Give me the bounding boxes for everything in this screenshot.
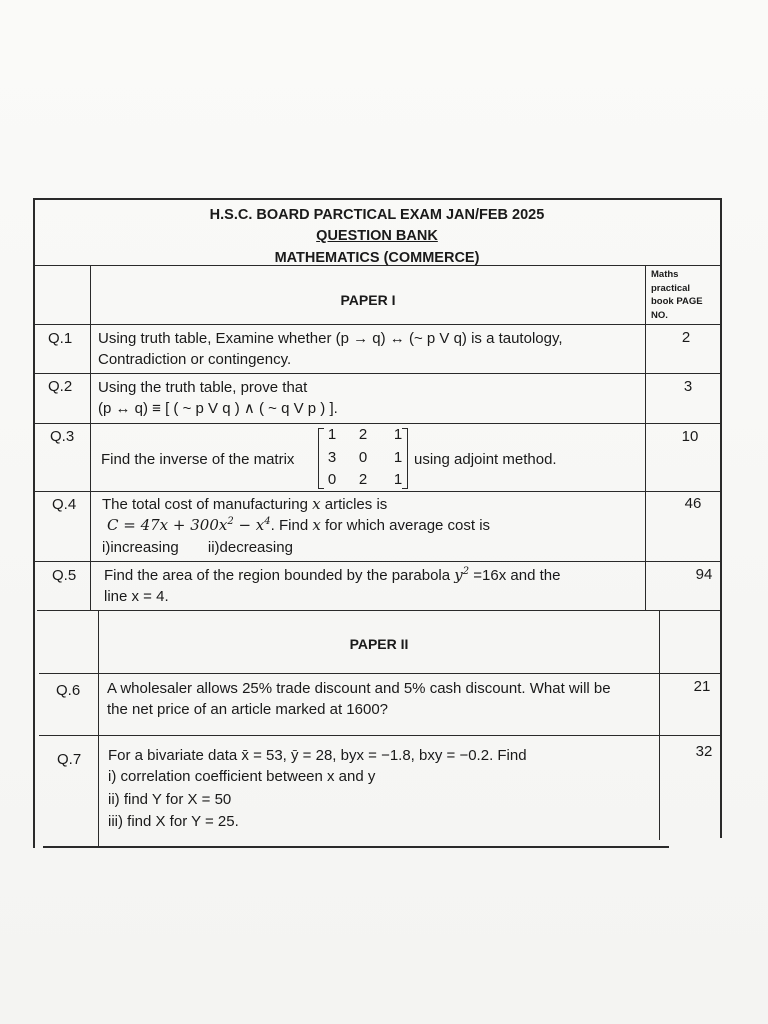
q5-variable (454, 566, 469, 584)
q4-page: 46 (684, 495, 702, 512)
q5-text-line1 (104, 565, 560, 586)
paper-2-heading: PAPER II (349, 636, 409, 652)
matrix-cell: 0 (327, 471, 337, 488)
q5-text-line2: line x = 4. (104, 588, 169, 605)
matrix-cell: 1 (393, 449, 403, 466)
row-line (39, 673, 721, 674)
row-line (33, 324, 721, 325)
q5-exponent: 2 (462, 566, 470, 577)
q4-equation (107, 516, 271, 534)
row-line (33, 373, 721, 374)
table-border-top (33, 198, 721, 200)
q6-page: 21 (693, 678, 711, 695)
q1-text-line1: Using truth table, Examine whether (p → q) ↔ (~ p V q) is a tautology, (98, 330, 563, 347)
row-line (35, 491, 721, 492)
q7-number: Q.7 (57, 751, 82, 768)
q2-page: 3 (683, 378, 693, 395)
q4-eq-exponent: 2 (227, 516, 234, 527)
column-line (90, 265, 91, 610)
q1-number: Q.1 (48, 330, 73, 347)
q3-number: Q.3 (50, 428, 75, 445)
q4-eq-exponent: 4 (264, 516, 271, 527)
matrix-cell: 3 (327, 449, 337, 466)
q3-text-before: Find the inverse of the matrix (101, 451, 295, 468)
page-header-line: NO. (651, 309, 668, 321)
q4-eq-part: − x (233, 516, 265, 534)
q5-line1-part: =16x and the (473, 567, 561, 584)
column-line (645, 265, 646, 610)
page-header-line: book PAGE (651, 296, 703, 307)
page-header-line: Maths (651, 269, 679, 280)
row-line (35, 561, 721, 562)
exam-title: H.S.C. BOARD PARCTICAL EXAM JAN/FEB 2025 (209, 207, 545, 223)
q5-var-y: y (454, 566, 463, 584)
q3-text-after: using adjoint method. (414, 451, 557, 468)
row-line (35, 423, 721, 424)
column-line (659, 610, 660, 840)
q5-page: 94 (695, 566, 713, 583)
q6-number: Q.6 (56, 682, 81, 699)
q4-number: Q.4 (52, 496, 77, 513)
q4-text-line3: i)increasing ii)decreasing (102, 539, 293, 556)
q4-line1-part: The total cost of manufacturing (102, 496, 308, 513)
matrix-cell: 2 (358, 471, 368, 488)
q4-eq-part: C = 47x + 300x (107, 516, 228, 534)
q4-variable: x (312, 495, 321, 513)
q4-line2-part: for which average cost is (324, 517, 491, 534)
table-border-left (33, 198, 35, 848)
matrix-cell: 1 (393, 471, 403, 488)
q3-page: 10 (681, 428, 699, 445)
table-border-right (720, 198, 722, 838)
q7-text-line2: i) correlation coefficient between x and y (108, 768, 376, 785)
q6-text-line2: the net price of an article marked at 1600? (107, 701, 389, 718)
q2-text-line2: (p ↔ q) ≡ [ ( ~ p V q ) ∧ ( ~ q V p ) ]. (98, 400, 338, 417)
subject-title: MATHEMATICS (COMMERCE) (274, 250, 480, 266)
row-line (37, 610, 721, 611)
row-line (39, 735, 721, 736)
q4-line1-part: articles is (324, 496, 388, 513)
q5-number: Q.5 (52, 567, 77, 584)
q4-line2-part: . Find (270, 517, 309, 534)
q6-text-line1: A wholesaler allows 25% trade discount and 5% cash discount. What will be (107, 680, 611, 697)
matrix-cell: 1 (327, 426, 337, 443)
table-border-bottom (43, 846, 669, 848)
q7-text-line4: iii) find X for Y = 25. (108, 813, 239, 830)
q2-text-line1: Using the truth table, prove that (98, 379, 308, 396)
matrix-cell: 1 (393, 426, 403, 443)
paper-1-heading: PAPER I (340, 292, 396, 308)
q5-line1-part: Find the area of the region bounded by the parabola (104, 567, 451, 584)
q1-text-line2: Contradiction or contingency. (98, 351, 292, 368)
q2-number: Q.2 (48, 378, 73, 395)
q7-text-line3: ii) find Y for X = 50 (108, 791, 232, 808)
q4-text-line2 (107, 515, 490, 536)
question-bank-title: QUESTION BANK (316, 228, 438, 244)
q4-variable: x (312, 516, 321, 534)
matrix-cell: 0 (358, 449, 368, 466)
page-header-line: practical (651, 282, 691, 294)
matrix-cell: 2 (358, 426, 368, 443)
q7-page: 32 (695, 743, 713, 760)
q7-text-line1: For a bivariate data x̄ = 53, ȳ = 28, byx = −1.8, bxy = −0.2. Find (108, 747, 527, 764)
q4-text-line1 (102, 494, 387, 515)
q1-page: 2 (681, 329, 691, 346)
page-column-header (651, 268, 719, 322)
